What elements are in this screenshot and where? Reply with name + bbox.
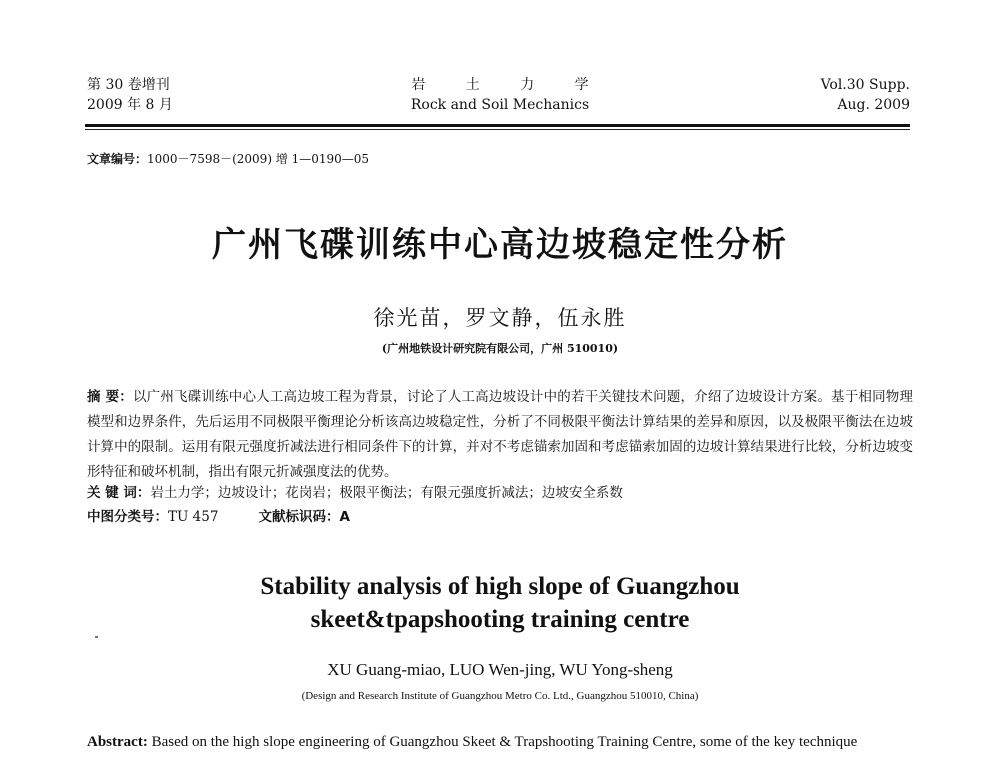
classification-row bbox=[87, 505, 350, 529]
abstract-en-text: Based on the high slope engineering of Guangzhou Skeet & Trapshooting Training Centre, some of the key technique bbox=[151, 734, 858, 750]
abstract-cn-label: 摘 要： bbox=[87, 389, 133, 405]
paper-title-en bbox=[0, 570, 1000, 636]
article-number-value: 1000－7598－(2009) 增 1—0190—05 bbox=[147, 152, 370, 166]
abstract-en-label: Abstract: bbox=[87, 734, 148, 750]
keywords-cn bbox=[87, 481, 623, 505]
paper-title-cn: 广州飞碟训练中心高边坡稳定性分析 bbox=[212, 225, 788, 265]
abstract-en bbox=[87, 734, 913, 751]
abstract-cn bbox=[87, 385, 913, 485]
scan-speck bbox=[95, 636, 98, 638]
clc-label: 中图分类号： bbox=[87, 509, 168, 525]
paper-title-en-line2: skeet&tpapshooting training centre bbox=[310, 606, 690, 633]
authors-en: XU Guang-miao, LUO Wen-jing, WU Yong-sheng bbox=[327, 660, 673, 679]
abstract-cn-text: 以广州飞碟训练中心人工高边坡工程为背景，讨论了人工高边坡设计中的若干关键技术问题，介绍了边坡设计方案。基于相同物理模型和边界条件，先后运用不同极限平衡理论分析该高边坡稳定性，分析了不同极限平衡法计算结果的差异和原因，以及极限平衡法在边坡计算中的限制。运用有限元强度折减法进行相同条件下的计算，并对不考虑锚索加固和考虑锚索加固的边坡计算结果进行比较，分析边坡变形特征和破坏机制，指出有限元折减强度法的优势。 bbox=[87, 389, 913, 480]
paper-title-en-line1: Stability analysis of high slope of Guangzhou bbox=[260, 573, 740, 600]
journal-volume-en bbox=[821, 75, 910, 115]
volume-en: Vol.30 Supp. bbox=[820, 77, 910, 93]
clc-value: TU 457 bbox=[168, 509, 219, 525]
issue-date-cn: 2009 年 8 月 bbox=[87, 97, 173, 113]
keywords-cn-text: 岩土力学；边坡设计；花岗岩；极限平衡法；有限元强度折减法；边坡安全系数 bbox=[150, 485, 623, 501]
volume-issue: 第 30 卷增刊 bbox=[87, 77, 170, 93]
issue-date-en: Aug. 2009 bbox=[837, 97, 910, 113]
authors-cn: 徐光苗，罗文静，伍永胜 bbox=[373, 306, 627, 330]
affiliation-en: (Design and Research Institute of Guangzhou Metro Co. Ltd., Guangzhou 510010, China) bbox=[301, 690, 699, 702]
journal-name-cn: 岩 土 力 学 bbox=[411, 77, 607, 93]
header-rule-thin bbox=[85, 129, 910, 130]
affiliation-cn: (广州地铁设计研究院有限公司，广州 510010) bbox=[381, 342, 619, 355]
journal-name-en: Rock and Soil Mechanics bbox=[410, 97, 590, 113]
doc-code-label: 文献标识码： bbox=[258, 509, 340, 525]
article-number bbox=[87, 150, 369, 167]
header-rule-thick bbox=[85, 124, 910, 127]
article-number-label: 文章编号： bbox=[87, 152, 148, 166]
doc-code-value: A bbox=[339, 509, 350, 525]
keywords-cn-label: 关 键 词： bbox=[87, 485, 151, 501]
